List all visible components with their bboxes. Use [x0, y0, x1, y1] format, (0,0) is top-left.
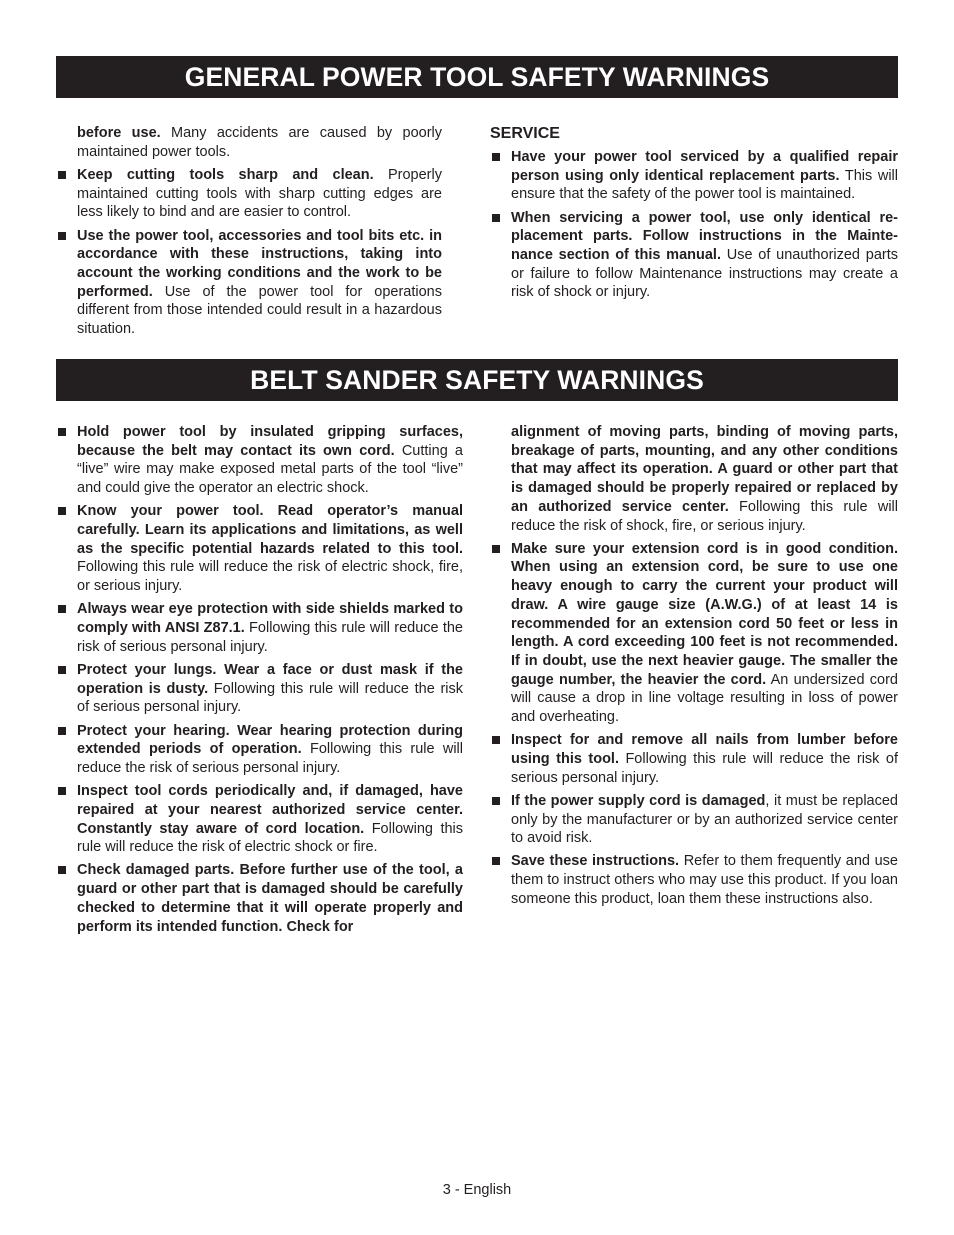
- square-bullet-icon: [58, 866, 66, 874]
- general-item: [56, 166, 442, 222]
- belt-left-item: [56, 423, 463, 498]
- belt-right-item-bold: Inspect for and remove all nails from lumber before using this tool.: [511, 732, 898, 767]
- general-item-bold: Use the power tool, accessories and tool bits etc. in accordance with these instructions, taking into account the working conditions and the work to be performed.: [77, 227, 442, 300]
- square-bullet-icon: [492, 545, 500, 553]
- belt-right-column: [490, 423, 898, 913]
- service-heading: SERVICE: [490, 125, 560, 142]
- square-bullet-icon: [492, 797, 500, 805]
- service-item: [490, 148, 898, 204]
- belt-left-item-text: Following this rule will reduce the risk of serious personal injury.: [77, 741, 463, 776]
- belt-left-item: [56, 600, 463, 656]
- square-bullet-icon: [492, 736, 500, 744]
- belt-left-item-text: Following this rule will reduce the risk of serious personal injury.: [77, 620, 464, 655]
- belt-left-item-text: Following this rule will reduce the risk of electric shock or fire.: [77, 820, 464, 856]
- general-item-text: Many accidents are caused by poorly maintained power tools.: [77, 125, 443, 160]
- belt-right-item-text: Refer to them frequently and use them to instruct others who may use this product. If you loan someone this product, loan them these instructions also.: [511, 853, 898, 907]
- square-bullet-icon: [58, 428, 66, 436]
- square-bullet-icon: [58, 232, 66, 240]
- square-bullet-icon: [58, 666, 66, 674]
- belt-left-item-bold: Always wear eye protection with side shields marked to comply with ANSI Z87.1.: [77, 601, 463, 637]
- belt-right-item: [490, 731, 898, 787]
- belt-right-item-text: An undersized cord will cause a drop in line voltage resulting in loss of power and overheating.: [511, 671, 898, 726]
- belt-right-item-bold: If the power supply cord is damaged: [511, 792, 766, 809]
- belt-left-item-bold: Hold power tool by insulated gripping surfaces, because the belt may contact its own cord.: [77, 424, 463, 459]
- belt-left-item-bold: Know your power tool. Read operator’s manual carefully. Learn its applications and limitations, as well as the specific potential hazards related to this tool.: [77, 503, 463, 557]
- belt-left-item: [56, 782, 463, 857]
- general-left-column: [56, 124, 442, 343]
- page-number: 3 - English: [442, 1182, 512, 1198]
- belt-right-item: [490, 792, 898, 848]
- service-item: [490, 209, 898, 303]
- belt-right-item: [490, 423, 898, 535]
- belt-left-item-text: Following this rule will reduce the risk of serious personal injury.: [77, 680, 463, 716]
- general-item-bold: Keep cutting tools sharp and clean.: [77, 166, 374, 183]
- square-bullet-icon: [492, 857, 500, 865]
- belt-right-item-bold: alignment of moving parts, binding of moving parts, breakage of parts, mounting, and any other conditions that may affect its operation. A guard or other part that is damaged should be properly repaired or replaced by an authorized service center.: [511, 424, 898, 515]
- belt-left-item: [56, 502, 463, 596]
- belt-right-item-text: Following this rule will reduce the risk of shock, fire, or serious injury.: [511, 498, 898, 534]
- belt-left-column: [56, 423, 463, 941]
- belt-left-item-bold: Inspect tool cords periodically and, if damaged, have repaired at your nearest authorized service center. Constantly stay aware of cord location.: [77, 783, 463, 837]
- belt-right-item: [490, 540, 898, 727]
- service-list: [490, 148, 898, 302]
- belt-right-item-bold: Save these instructions.: [511, 853, 680, 870]
- general-safety-title: GENERAL POWER TOOL SAFETY WARNINGS: [184, 62, 770, 92]
- service-column: [490, 124, 898, 307]
- belt-sander-title: BELT SANDER SAFETY WARNINGS: [250, 365, 704, 395]
- general-item: [56, 227, 442, 339]
- service-item-text: Use of unauthorized parts or failure to follow Maintenance instructions may create a risk of shock or injury.: [511, 247, 898, 301]
- square-bullet-icon: [58, 507, 66, 515]
- belt-left-item-bold: Protect your hearing. Wear hearing protection during extended periods of operation.: [77, 722, 463, 758]
- page-footer: [0, 1182, 954, 1198]
- general-item-text: Use of the power tool for operations different from those intended could result in a hazardous situation.: [77, 283, 442, 338]
- square-bullet-icon: [492, 153, 500, 161]
- square-bullet-icon: [58, 787, 66, 795]
- belt-left-item: [56, 661, 463, 717]
- belt-left-item: [56, 861, 463, 936]
- belt-left-item: [56, 722, 463, 778]
- service-item-bold: Have your power tool serviced by a qualified repair person using only identical replacement parts.: [511, 149, 898, 184]
- service-item-bold: When servicing a power tool, use only identical re-placement parts. Follow instructions in the Mainte-nance section of this manual.: [511, 209, 898, 264]
- belt-left-item-bold: Protect your lungs. Wear a face or dust mask if the operation is dusty.: [77, 661, 463, 697]
- square-bullet-icon: [58, 727, 66, 735]
- service-item-text: This will ensure that the safety of the power tool is maintained.: [511, 167, 898, 203]
- belt-left-item-text: Cutting a “live” wire may make exposed metal parts of the tool “live” and could give the operator an electric shock.: [77, 442, 463, 497]
- belt-right-item-text: Following this rule will reduce the risk of serious personal injury.: [511, 750, 898, 786]
- square-bullet-icon: [58, 605, 66, 613]
- general-item-text: Properly maintained cutting tools with sharp cutting edges are less likely to bind and are easier to control.: [77, 166, 442, 221]
- square-bullet-icon: [492, 214, 500, 222]
- general-safety-banner: [56, 56, 898, 98]
- belt-right-item-bold: Make sure your extension cord is in good condition. When using an extension cord, be sure to use one heavy enough to carry the current your product will draw. A wire gauge size (A.W.G.) of at least 14 is recommended for an extension cord 50 feet or less in length. A cord exceeding 100 feet is not recommended. If in doubt, use the next heavier gauge. The smaller the gauge number, the heavier the cord.: [511, 540, 898, 688]
- belt-sander-banner: [56, 359, 898, 401]
- belt-left-item-text: Following this rule will reduce the risk of electric shock, fire, or serious injury.: [77, 559, 463, 595]
- belt-right-item: [490, 852, 898, 908]
- belt-left-item-bold: Check damaged parts. Before further use of the tool, a guard or other part that is damaged should be carefully checked to determine that it will operate properly and perform its intended function. Check for: [77, 862, 463, 935]
- square-bullet-icon: [58, 171, 66, 179]
- general-item-bold: before use.: [77, 125, 161, 141]
- belt-right-item-text: , it must be replaced only by the manufacturer or by an authorized service center to avoid risk.: [511, 792, 898, 847]
- general-item: [56, 124, 442, 161]
